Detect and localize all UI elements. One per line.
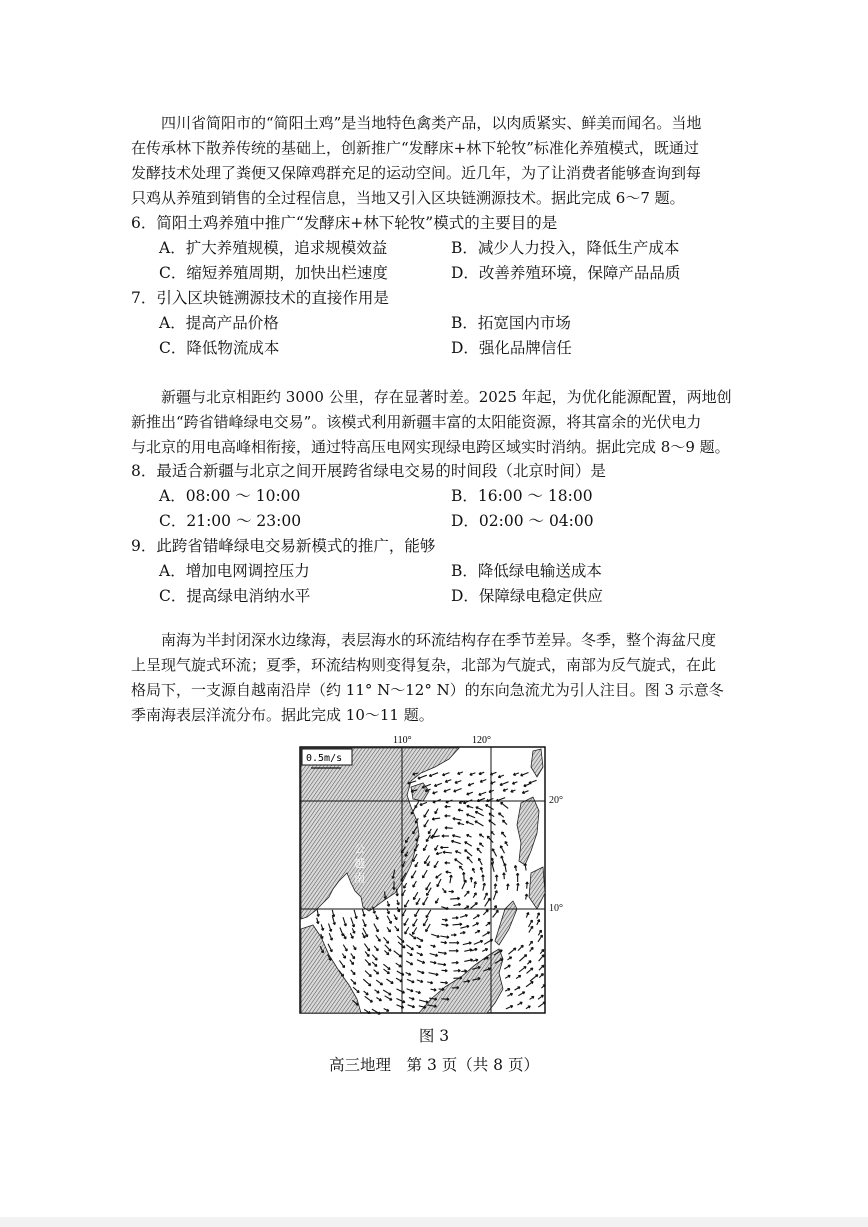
scale-label: 0.5m/s — [306, 753, 343, 764]
passage-line: 新疆与北京相距约 3000 公里，存在显著时差。2025 年起，为优化能源配置，两地创 — [131, 388, 732, 406]
lon-110-label: 110° — [393, 735, 412, 746]
lat-10-label-html: 10° — [549, 903, 563, 914]
q7-option-a[interactable]: A．提高产品价格 — [159, 314, 279, 332]
scan-bottom-edge — [0, 1217, 868, 1227]
question-6-stem: 6．简阳土鸡养殖中推广“发酵床+林下轮牧”模式的主要目的是 — [131, 214, 558, 232]
passage-line: 在传承林下散养传统的基础上，创新推广“发酵床+林下轮牧”标准化养殖模式，既通过 — [131, 139, 699, 157]
q8-option-b[interactable]: B．16:00 ～ 18:00 — [451, 487, 593, 505]
passage-line: 只鸡从养殖到销售的全过程信息，当地又引入区块链溯源技术。据此完成 6～7 题。 — [131, 189, 685, 207]
q7-option-d[interactable]: D．强化品牌信任 — [451, 339, 572, 357]
passage-line: 南海为半封闭深水边缘海，表层海水的环流结构存在季节差异。冬季，整个海盆尺度 — [131, 631, 717, 649]
q9-option-a[interactable]: A．增加电网调控压力 — [159, 562, 310, 580]
q7-option-b[interactable]: B．拓宽国内市场 — [451, 314, 571, 332]
q6-option-b[interactable]: B．减少人力投入，降低生产成本 — [451, 239, 680, 257]
passage-line: 季南海表层洋流分布。据此完成 10～11 题。 — [131, 706, 434, 724]
question-9-stem: 9．此跨省错峰绿电交易新模式的推广，能够 — [131, 537, 436, 555]
lat-20-label-html: 20° — [549, 795, 563, 806]
figure-caption: 图 3 — [418, 1027, 450, 1045]
passage-line: 四川省简阳市的“简阳土鸡”是当地特色禽类产品，以肉质紧实、鲜美而闻名。当地 — [131, 114, 702, 132]
passage-10-11 — [131, 628, 741, 728]
passage-line: 与北京的用电高峰相衔接，通过特高压电网实现绿电跨区域实时消纳。据此完成 8～9 题。 — [131, 438, 730, 456]
question-7-stem: 7．引入区块链溯源技术的直接作用是 — [131, 289, 389, 307]
passage-8-9 — [131, 385, 741, 460]
q7-option-c[interactable]: C．降低物流成本 — [159, 339, 280, 357]
q9-option-c[interactable]: C．提高绿电消纳水平 — [159, 587, 311, 605]
q6-option-c[interactable]: C．缩短养殖周期，加快出栏速度 — [159, 264, 388, 282]
page-footer: 高三地理 第 3 页（共 8 页） — [329, 1056, 539, 1074]
q8-option-d[interactable]: D．02:00 ～ 04:00 — [451, 512, 594, 530]
q8-option-a[interactable]: A．08:00 ～ 10:00 — [159, 487, 301, 505]
q8-option-c[interactable]: C．21:00 ～ 23:00 — [159, 512, 302, 530]
question-8-stem: 8．最适合新疆与北京之间开展跨省绿电交易的时间段（北京时间）是 — [131, 462, 606, 480]
q9-option-d[interactable]: D．保障绿电稳定供应 — [451, 587, 603, 605]
q9-option-b[interactable]: B．降低绿电输送成本 — [451, 562, 602, 580]
q6-option-a[interactable]: A．扩大养殖规模，追求规模效益 — [159, 239, 388, 257]
land-label: 公 越 南 — [352, 843, 366, 883]
passage-line: 新推出“跨省错峰绿电交易”。该模式利用新疆丰富的太阳能资源，将其富余的光伏电力 — [131, 413, 702, 431]
south-china-sea-current-map — [299, 733, 547, 1015]
q6-option-d[interactable]: D．改善养殖环境，保障产品品质 — [451, 264, 681, 282]
passage-6-7 — [131, 111, 741, 211]
passage-line: 格局下，一支源自越南沿岸（约 11° N～12° N）的东向急流尤为引人注目。图 3 示意冬 — [131, 681, 724, 699]
passage-line: 发酵技术处理了粪便又保障鸡群充足的运动空间。近几年，为了让消费者能够查询到每 — [131, 164, 702, 182]
lon-120-label: 120° — [472, 735, 491, 746]
passage-line: 上呈现气旋式环流；夏季，环流结构则变得复杂，北部为气旋式，南部为反气旋式，在此 — [131, 656, 717, 674]
